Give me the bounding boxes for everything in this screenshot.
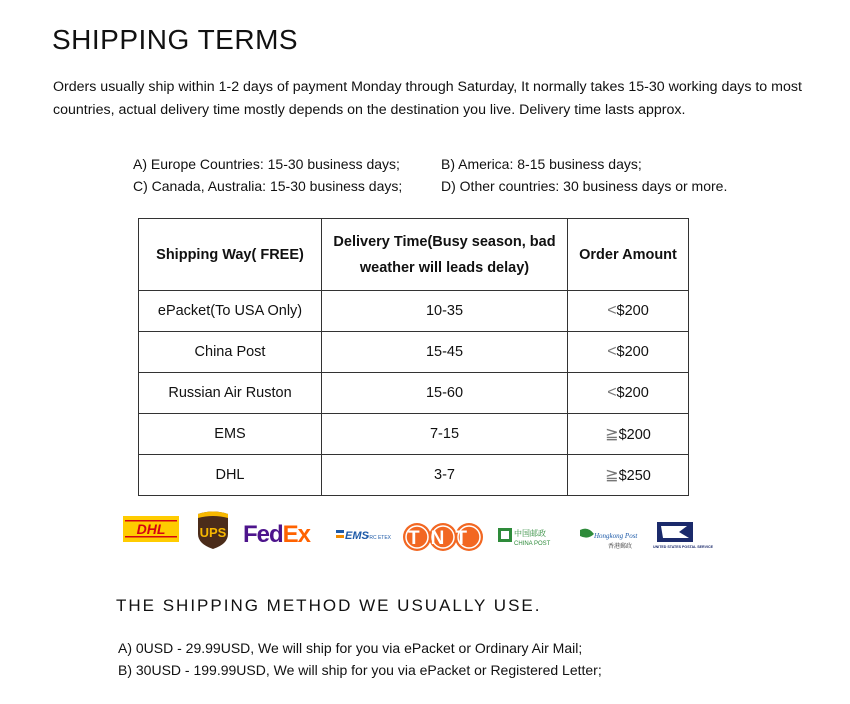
ups-logo	[196, 510, 230, 550]
cell-amount	[568, 455, 689, 496]
svg-text:Hongkong Post: Hongkong Post	[594, 532, 638, 540]
regions-row	[133, 153, 727, 175]
amount-symbol: <	[607, 384, 617, 401]
tnt-logo	[403, 520, 483, 554]
carrier-logos	[118, 510, 713, 565]
dhl-logo	[123, 516, 179, 542]
cell-way: EMS	[139, 414, 322, 455]
cell-amount	[568, 332, 689, 373]
table-row	[139, 455, 689, 496]
shipping-method-heading: THE SHIPPING METHOD WE USUALLY USE.	[116, 596, 542, 615]
usps-logo	[653, 520, 713, 556]
table-row	[139, 373, 689, 414]
svg-text:PRC ETEX: PRC ETEX	[366, 535, 392, 541]
cell-time: 3-7	[322, 455, 568, 496]
region-europe: A) Europe Countries: 15-30 business days;	[133, 156, 400, 172]
cell-way: China Post	[139, 332, 322, 373]
amount-value: $200	[618, 427, 651, 443]
header-shipping-way: Shipping Way( FREE)	[139, 219, 322, 291]
amount-value: $250	[618, 468, 651, 484]
svg-text:UPS: UPS	[199, 525, 227, 540]
svg-text:DHL: DHL	[136, 521, 166, 537]
cell-way: Russian Air Ruston	[139, 373, 322, 414]
amount-value: $200	[616, 385, 649, 401]
amount-symbol: ≧	[605, 467, 619, 484]
region-america: B) America: 8-15 business days;	[441, 156, 642, 172]
cell-way: ePacket(To USA Only)	[139, 291, 322, 332]
shipping-rules	[118, 637, 602, 681]
svg-text:EMS: EMS	[345, 530, 369, 542]
table-row	[139, 332, 689, 373]
region-canada-australia: C) Canada, Australia: 15-30 business days;	[133, 178, 403, 194]
header-delivery-time	[322, 219, 568, 291]
ems-logo	[336, 526, 392, 548]
header-delivery-time-line1: Delivery Time(Busy season, bad	[333, 233, 556, 250]
intro-paragraph: Orders usually ship within 1-2 days of payment Monday through Saturday, It normally takes 15-30 working days to most countries, actual delivery time mostly depends on the destination you live. Delivery time lasts approx.	[53, 79, 802, 118]
cell-amount	[568, 414, 689, 455]
china-post-logo	[498, 526, 560, 548]
cell-amount	[568, 291, 689, 332]
svg-text:UNITED STATES POSTAL SERVICE: UNITED STATES POSTAL SERVICE	[653, 545, 713, 549]
svg-text:CHINA POST: CHINA POST	[514, 541, 551, 547]
regions-row	[133, 175, 727, 197]
cell-time: 10-35	[322, 291, 568, 332]
region-other: D) Other countries: 30 business days or more.	[441, 178, 728, 194]
amount-symbol: <	[607, 343, 617, 360]
svg-text:中国邮政: 中国邮政	[514, 529, 546, 538]
cell-time: 7-15	[322, 414, 568, 455]
cell-amount	[568, 373, 689, 414]
svg-text:香港郵政: 香港郵政	[608, 543, 633, 550]
cell-time: 15-60	[322, 373, 568, 414]
svg-text:FedEx: FedEx	[243, 521, 311, 548]
svg-text:TNT: TNT	[408, 528, 478, 549]
page-title: SHIPPING TERMS	[52, 24, 299, 55]
table-row	[139, 414, 689, 455]
hongkong-post-logo	[578, 524, 646, 554]
rule-b: B) 30USD - 199.99USD, We will ship for you via ePacket or Registered Letter;	[118, 662, 602, 678]
fedex-logo	[243, 520, 323, 548]
amount-value: $200	[616, 303, 649, 319]
table-row	[139, 291, 689, 332]
amount-symbol: <	[607, 302, 617, 319]
rule-a: A) 0USD - 29.99USD, We will ship for you via ePacket or Ordinary Air Mail;	[118, 640, 583, 656]
delivery-regions	[133, 153, 727, 197]
header-delivery-time-line2: weather will leads delay)	[359, 259, 530, 276]
amount-symbol: ≧	[605, 426, 619, 443]
header-order-amount: Order Amount	[568, 219, 689, 291]
amount-value: $200	[616, 344, 649, 360]
cell-time: 15-45	[322, 332, 568, 373]
shipping-table	[138, 218, 689, 496]
cell-way: DHL	[139, 455, 322, 496]
table-header-row	[139, 219, 689, 291]
